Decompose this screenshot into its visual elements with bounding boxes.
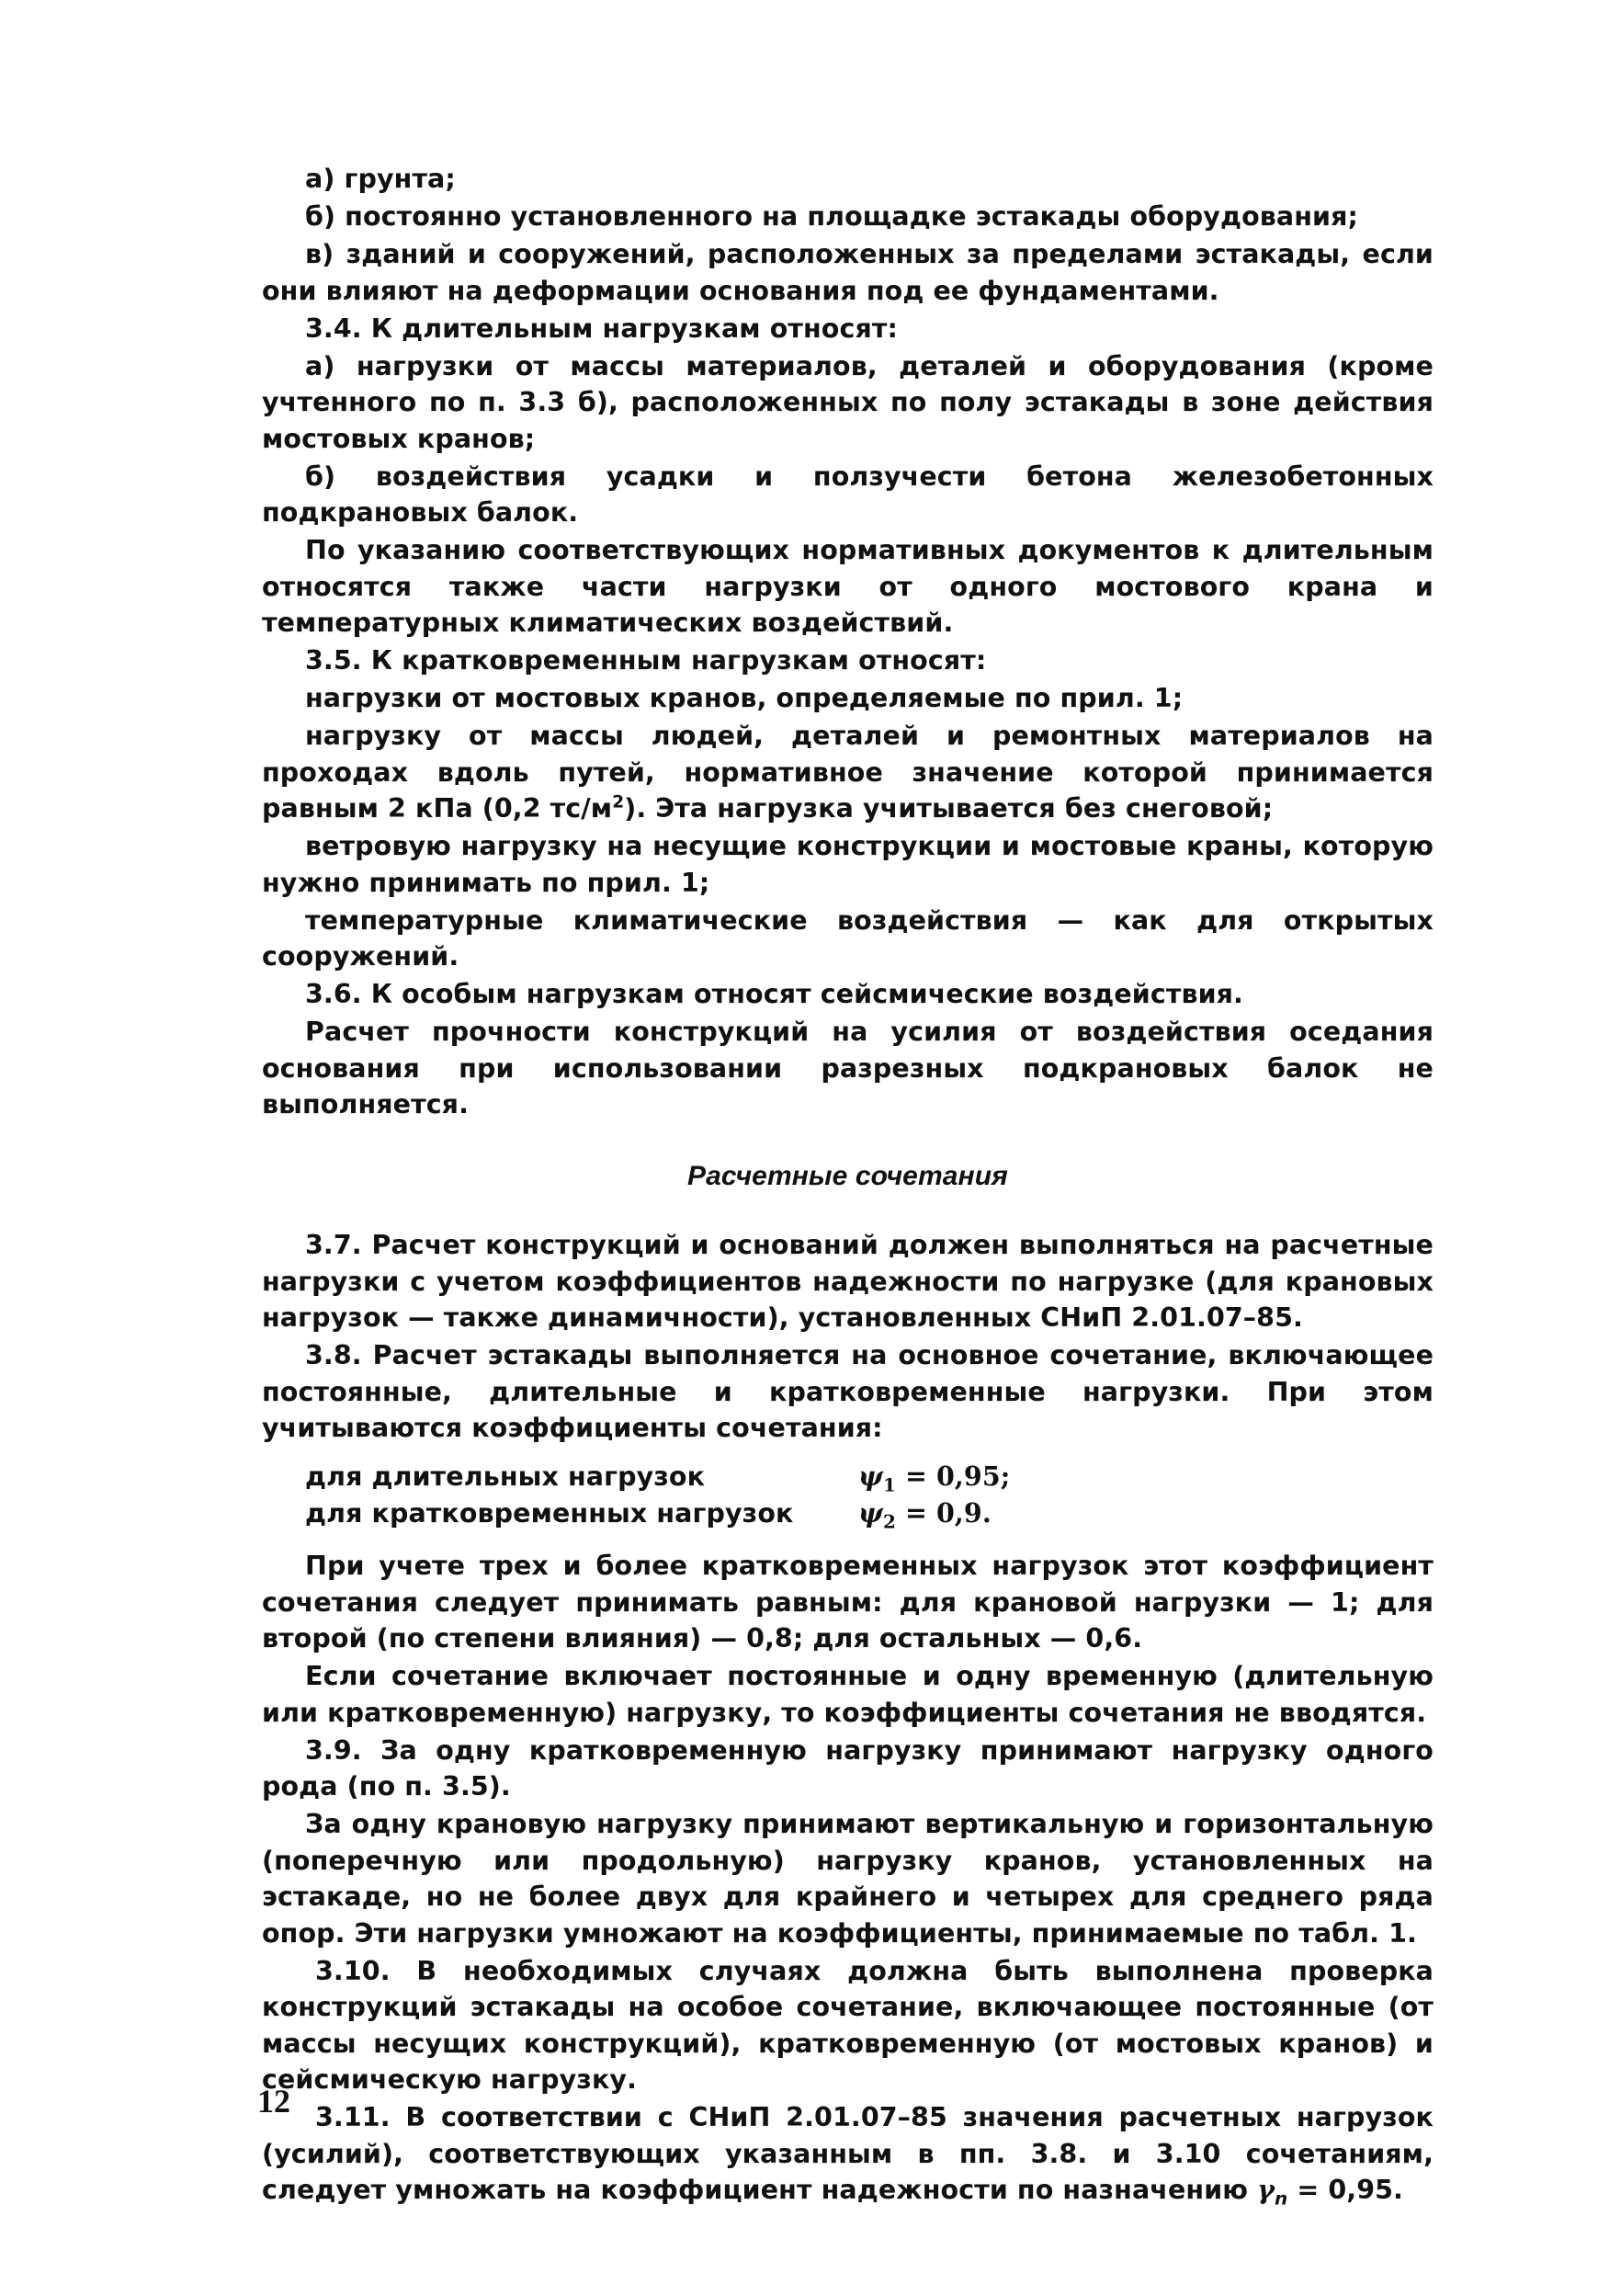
section-text: В необходимых случаях должна быть выполнена проверка конструкций эстакады на особое сочетание, включающее постоянные (от массы несущих конструкций), кратковременную (от мостовых кранов) и сейсмическую нагрузку. — [262, 1955, 1434, 2095]
paragraph: По указанию соответствующих нормативных документов к длительным относятся также части нагрузки от одного мостового крана и температурных климатических воздействий. — [262, 535, 1434, 638]
section-3-6 — [262, 976, 1434, 1013]
section-number: 3.5. — [305, 645, 362, 676]
coefficient-value: $\psi_2 = 0,9$. — [858, 1496, 992, 1533]
section-3-8 — [262, 1337, 1434, 1447]
subscript: n — [1275, 2187, 1288, 2210]
section-number: 3.6. — [305, 979, 362, 1009]
section-text: Расчет эстакады выполняется на основное сочетание, включающее постоянные, длительные и кратковременные нагрузки. При этом учитываются коэффициенты сочетания: — [262, 1340, 1434, 1443]
text-fragment: ). Эта нагрузка учитывается без снеговой; — [624, 793, 1274, 824]
section-3-10 — [262, 1953, 1434, 2098]
section-3-11 — [262, 2099, 1434, 2209]
paragraph: За одну крановую нагрузку принимают вертикальную и горизонтальную (поперечную или продольную) нагрузку кранов, установленных на эстакаде, но не более двух для крайнего и четырех для среднего ряда опор. Эти нагрузки умножают на коэффициенты, принимаемые по табл. 1. — [262, 1809, 1434, 1949]
list-item: в) зданий и сооружений, расположенных за пределами эстакады, если они влияют на деформации основания под ее фундаментами. — [262, 239, 1434, 306]
section-number: 3.10. — [315, 1955, 391, 1986]
section-number: 3.11. — [315, 2102, 391, 2132]
coefficient-label: для длительных нагрузок — [305, 1461, 706, 1492]
section-text: К особым нагрузкам относят сейсмические воздействия. — [361, 979, 1243, 1009]
coefficient-row — [262, 1495, 1434, 1532]
paragraph: Если сочетание включает постоянные и одну временную (длительную или кратковременную) нагрузку, то коэффициенты сочетания не вводятся. — [262, 1661, 1434, 1728]
section-number: 3.4. — [305, 313, 362, 344]
text-fragment: нагрузку от массы людей, деталей и ремонтных материалов на проходах вдоль путей, нормативное значение которой принимается равным 2 кПа (0,2 тс/м — [262, 721, 1434, 824]
coefficient-value: $\psi_1 = 0,95$; — [858, 1461, 1011, 1496]
list-item: а) грунта; — [305, 164, 456, 194]
list-item — [262, 718, 1434, 827]
section-text: За одну кратковременную нагрузку принимают нагрузку одного рода (по п. 3.5). — [262, 1734, 1434, 1802]
section-heading: Расчетные сочетания — [687, 1160, 1008, 1191]
section-number: 3.7. — [305, 1230, 362, 1260]
page-number: 12 — [257, 2083, 290, 2120]
section-text: Расчет конструкций и оснований должен выполняться на расчетные нагрузки с учетом коэффициентов надежности по нагрузке (для крановых нагрузок — также динамичности), установленных СНиП 2.01.07–85. — [262, 1230, 1434, 1333]
section-3-9 — [262, 1733, 1434, 1805]
section-text: К кратковременным нагрузкам относят: — [361, 645, 987, 676]
section-3-4 — [262, 311, 1434, 347]
text-fragment: = 0,95. — [1287, 2175, 1403, 2205]
section-3-5 — [262, 642, 1434, 679]
paragraph: Расчет прочности конструкций на усилия от воздействия оседания основания при использовании разрезных подкрановых балок не выполняется. — [262, 1017, 1434, 1120]
coefficient-row — [262, 1459, 1434, 1495]
list-item: б) воздействия усадки и ползучести бетона железобетонных подкрановых балок. — [262, 460, 1434, 528]
list-item: а) нагрузки от массы материалов, деталей и оборудования (кроме учтенного по п. 3.3 б), расположенных по полу эстакады в зоне действия мостовых кранов; — [262, 350, 1434, 454]
list-item: температурные климатические воздействия — как для открытых сооружений. — [262, 904, 1434, 972]
gamma-symbol: γ — [1257, 2174, 1275, 2205]
section-3-7 — [262, 1227, 1434, 1336]
coefficient-label: для кратковременных нагрузок — [305, 1497, 794, 1529]
paragraph: При учете трех и более кратковременных нагрузок этот коэффициент сочетания следует принимать равным: для крановой нагрузки — 1; для второй (по степени влияния) — 0,8; для остальных — 0,6. — [262, 1551, 1434, 1654]
document-body — [262, 161, 1434, 2210]
section-text: К длительным нагрузкам относят: — [361, 313, 898, 344]
section-number: 3.8. — [305, 1340, 362, 1370]
list-item: нагрузки от мостовых кранов, определяемые по прил. 1; — [305, 683, 1184, 713]
section-number: 3.9. — [305, 1734, 362, 1766]
superscript: 2 — [612, 792, 625, 813]
section-text: В соответствии с СНиП 2.01.07–85 значения расчетных нагрузок (усилий), соответствующих указанным в пп. 3.8. и 3.10 сочетаниям, следует умножать на коэффициент надежности по назначению — [262, 2102, 1434, 2205]
list-item: б) постоянно установленного на площадке эстакады оборудования; — [305, 201, 1359, 232]
list-item: ветровую нагрузку на несущие конструкции и мостовые краны, которую нужно принимать по прил. 1; — [262, 831, 1434, 898]
